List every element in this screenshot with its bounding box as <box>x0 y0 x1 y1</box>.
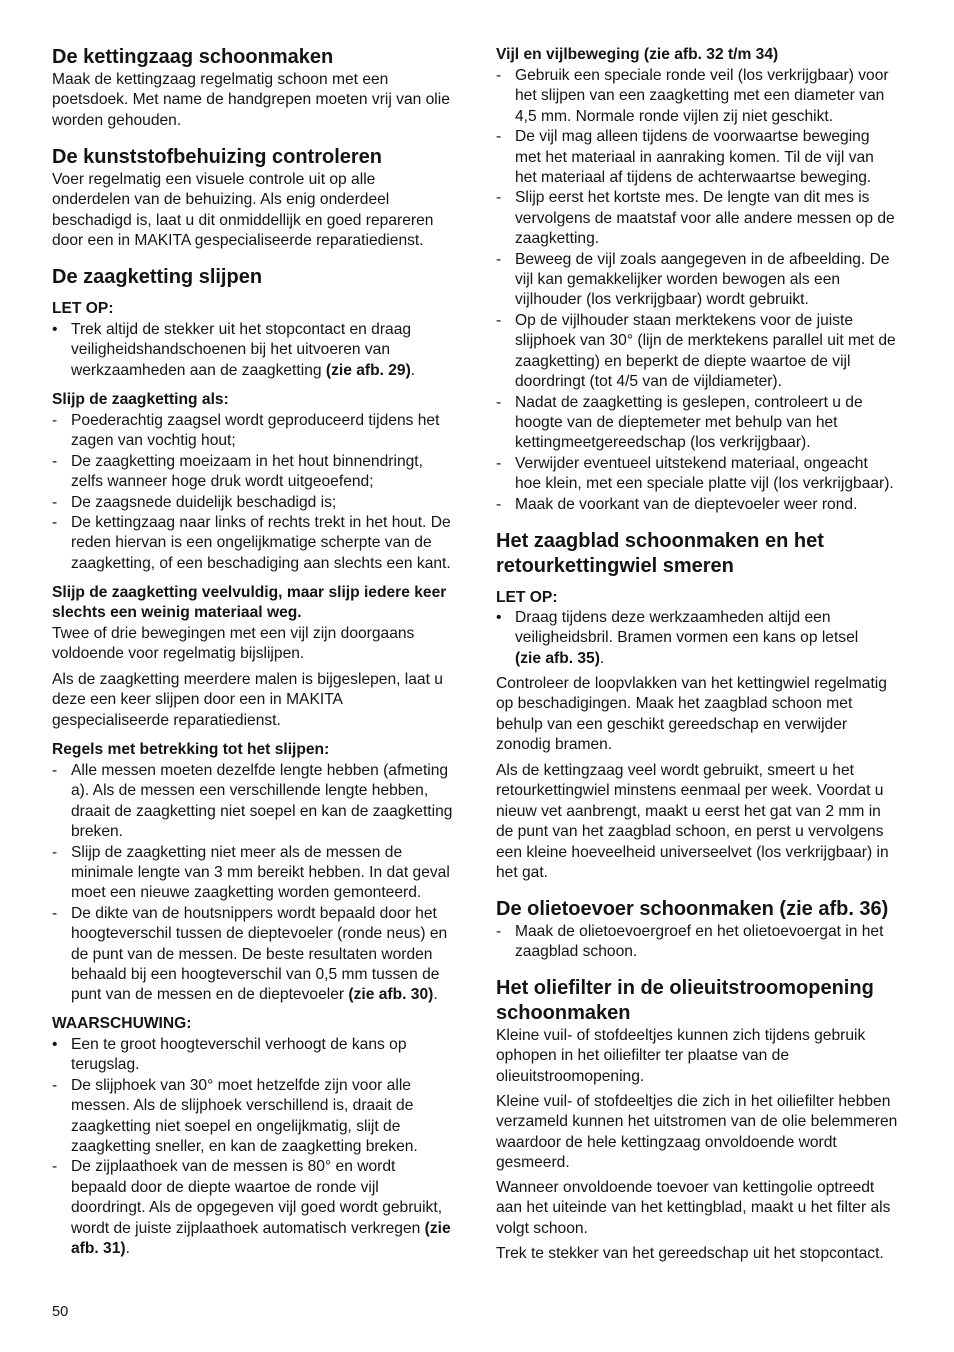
paragraph-sprocket-greasing: Als de kettingzaag veel wordt gebruikt, smeert u het retourkettingwiel minstens eenmaal per week. Voordat u nieuw vet aanbrengt, maakt u eerst het gat van 2 mm in de punt van het zaagblad schoon, en perst u vervolgens een kleine hoeveelheid universeelvet (los verkrijgbaar) in het gat. <box>496 762 889 882</box>
list-item-text: Maak de voorkant van de dieptevoeler weer rond. <box>515 495 858 513</box>
list-item <box>52 1035 482 1076</box>
list-item-text <box>71 904 447 1006</box>
heading-chain-saw-cleaning: De kettingzaag schoonmaken <box>52 45 334 68</box>
sharpen-often-bold: Slijp de zaagketting veelvuldig, maar slijp iedere keer slechts een weinig materiaal weg. <box>52 584 447 622</box>
caution-list <box>52 320 482 381</box>
list-item-text <box>71 1157 451 1259</box>
list-item <box>496 495 936 515</box>
list-item <box>52 843 482 904</box>
paragraph-oil-filter-2: Kleine vuil- of stofdeeltjes die zich in het oiliefilter hebben verzameld kunnen het uitstromen van de olie belemmeren waardoor de hele kettingzaag onvoldoende wordt gesmeerd. <box>496 1093 898 1172</box>
dash-marker: - <box>496 250 502 268</box>
list-item <box>52 320 482 381</box>
list-item-text: Slijp eerst het kortste mes. De lengte van dit mes is vervolgens de maatstaf voor alle andere messen op de zaagketting. <box>515 189 895 248</box>
list-item-text <box>515 608 858 669</box>
list-item <box>52 452 482 493</box>
figure-reference: (zie afb. 35) <box>515 649 600 667</box>
rules-list <box>52 761 482 1006</box>
list-item-text: Slijp de zaagketting niet meer als de messen de minimale lengte van 3 mm bereikt hebben. In dat geval moet een nieuwe zaagketting worden gemonteerd. <box>71 843 450 902</box>
list-item-text: De kettingzaag naar links of rechts trekt in het hout. De reden hiervan is een ongelijkmatige scherpte van de zaagketting, of een beschadiging aan slechts een kant. <box>71 514 451 572</box>
text-run: De zijplaathoek van de messen is 80° en wordt bepaald door de diepte waartoe de ronde vijl doordringt. Als de opgegeven vijl goed wordt gebruikt, wordt de juiste zijplaathoek automatisch verkregen <box>71 1158 443 1237</box>
list-item <box>496 311 936 393</box>
bullet-marker: • <box>52 1036 58 1053</box>
dash-marker: - <box>52 493 58 511</box>
text-run: Draag tijdens deze werkzaamheden altijd een veiligheidsbril. Bramen vormen een kans op letsel <box>515 609 859 647</box>
heading-bar-cleaning: Het zaagblad schoonmaken en het retourkettingwiel smeren <box>496 529 824 577</box>
dash-marker: - <box>52 412 58 429</box>
oil-feed-list <box>496 922 936 963</box>
text-run: . <box>410 361 416 379</box>
heading-chain-sharpening: De zaagketting slijpen <box>52 265 263 288</box>
dash-marker: - <box>496 454 502 472</box>
list-item-text: Maak de olietoevoergroef en het olietoevoergat in het zaagblad schoon. <box>515 923 884 961</box>
dash-marker: - <box>52 1158 58 1176</box>
list-item <box>496 454 936 495</box>
list-item-text <box>71 320 415 381</box>
dash-marker: - <box>496 67 502 84</box>
figure-reference: (zie afb. 31) <box>71 1219 451 1258</box>
list-item-text: Beweeg de vijl zoals aangegeven in de afbeelding. De vijl kan gemakkelijker worden bewogen als een vijlhouder (los verkrijgbaar) wordt gebruikt. <box>515 250 890 309</box>
heading-housing-check: De kunststofbehuizing controleren <box>52 145 383 168</box>
caution-label: LET OP: <box>52 300 114 317</box>
dash-marker: - <box>496 128 502 146</box>
text-run: . <box>433 986 438 1004</box>
list-item-text: Op de vijlhouder staan merktekens voor de juiste slijphoek van 30° (lijn de merktekens parallel uit met de zaagketting) en beperkt de diepte waartoe de vijl doordringt (tot 4/5 van de vijldiameter). <box>515 311 896 391</box>
list-item-text: Een te groot hoogteverschil verhoogt de kans op terugslag. <box>71 1036 407 1074</box>
list-item <box>496 66 936 127</box>
file-movement-list <box>496 66 936 515</box>
dash-marker: - <box>52 1076 58 1094</box>
list-item <box>52 493 482 513</box>
figure-reference: (zie afb. 29) <box>325 361 411 379</box>
dash-marker: - <box>52 843 58 861</box>
list-item-text: De zaagketting moeizaam in het hout binnendringt, zelfs wanneer hoge druk wordt uitgeoefend; <box>71 452 423 491</box>
bullet-marker: • <box>52 321 58 338</box>
list-item <box>52 1157 482 1259</box>
list-item-text: Gebruik een speciale ronde veil (los verkrijgbaar) voor het slijpen van een zaagketting met een diameter van 4,5 mm. Normale ronde vijlen zij niet geschikt. <box>515 67 889 125</box>
dash-marker: - <box>52 514 58 532</box>
file-movement-label: Vijl en vijlbeweging (zie afb. 32 t/m 34) <box>496 46 779 63</box>
paragraph-oil-filter-1: Kleine vuil- of stofdeeltjes kunnen zich tijdens gebruik ophopen in het oiliefilter ter plaatse van de olieuitstroomopening. <box>496 1027 866 1085</box>
dash-marker: - <box>496 923 502 940</box>
list-item-text: Poederachtig zaagsel wordt geproduceerd tijdens het zagen van vochtig hout; <box>71 412 440 450</box>
service-paragraph: Als de zaagketting meerdere malen is bijgeslepen, laat u deze een keer slijpen door een in MAKITA gespecialiseerde reparatiedienst. <box>52 671 443 729</box>
warning-label: WAARSCHUWING: <box>52 1015 192 1032</box>
paragraph-sprocket-check: Controleer de loopvlakken van het kettingwiel regelmatig op beschadigingen. Maak het zaagblad schoon met behulp van een geschikt gereedschap en verwijder zonodig bramen. <box>496 675 887 754</box>
heading-oil-feed-cleaning: De olietoevoer schoonmaken (zie afb. 36) <box>496 897 889 920</box>
caution-label: LET OP: <box>496 589 558 606</box>
sharpen-often-paragraph: Twee of drie bewegingen met een vijl zijn doorgaans voldoende voor regelmatig bijslijpen. <box>52 625 415 663</box>
list-item <box>496 608 936 669</box>
list-item <box>496 188 936 249</box>
figure-reference: (zie afb. 30) <box>348 986 434 1004</box>
dash-marker: - <box>496 393 502 411</box>
dash-marker: - <box>52 452 58 470</box>
caution-list <box>496 608 936 669</box>
heading-oil-filter-cleaning: Het oliefilter in de olieuitstroomopening schoonmaken <box>496 976 874 1024</box>
list-item <box>496 393 936 454</box>
paragraph-chain-saw-cleaning: Maak de kettingzaag regelmatig schoon met een poetsdoek. Met name de handgrepen moeten vrij van olie worden gehouden. <box>52 71 450 129</box>
list-item <box>496 127 936 188</box>
text-run: . <box>125 1240 130 1258</box>
list-item <box>496 250 936 311</box>
text-run: De dikte van de houtsnippers wordt bepaald door het hoogteverschil tussen de dieptevoeler (ronde neus) en de punt van de messen. De beste resultaten worden behaald bij een hoogteverschil van 0,5 mm tussen de punt van de messen en de dieptevoeler <box>71 904 448 1004</box>
list-item-text: Verwijder eventueel uitstekend materiaal, ongeacht hoe klein, met een speciale platte vijl (los verkrijgbaar). <box>515 454 894 493</box>
dash-marker: - <box>496 189 502 207</box>
dash-marker: - <box>496 495 502 513</box>
list-item <box>52 761 482 843</box>
list-item-text: De slijphoek van 30° moet hetzelfde zijn voor alle messen. Als de slijphoek verschillend is, draait de zaagketting niet soepel en ongelijkmatig, slijt de zaagketting sneller, en kan de zaagketting breken. <box>71 1076 418 1156</box>
list-item-text: De vijl mag alleen tijdens de voorwaartse beweging met het materiaal in aanraking komen. Til de vijl van het materiaal af tijdens de achterwaartse beweging. <box>515 128 874 187</box>
rules-label: Regels met betrekking tot het slijpen: <box>52 741 330 758</box>
paragraph-oil-filter-4: Trek te stekker van het gereedschap uit het stopcontact. <box>496 1245 884 1262</box>
list-item <box>52 411 482 452</box>
list-item-text: Alle messen moeten dezelfde lengte hebben (afmeting a). Als de messen een verschillende lengte hebben, draait de zaagketting niet soepel en kan de zaagketting breken. <box>71 762 453 841</box>
dash-marker: - <box>52 904 58 922</box>
page-number: 50 <box>52 1304 69 1320</box>
list-item-text: Nadat de zaagketting is geslepen, controleert u de hoogte van de dieptemeter met behulp van het kettingmeetgereedschap (los verkrijgbaar). <box>515 393 863 452</box>
sharpen-when-list <box>52 411 482 574</box>
list-item <box>52 1076 482 1158</box>
sharpen-when-label: Slijp de zaagketting als: <box>52 391 229 408</box>
paragraph-oil-filter-3: Wanneer onvoldoende toevoer van kettingolie optreedt aan het uiteinde van het kettingblad, maakt u het filter als volgt schoon. <box>496 1179 891 1237</box>
text-run: Trek altijd de stekker uit het stopcontact en draag veiligheidshandschoenen bij het uitvoeren van werkzaamheden aan de zaagketting <box>71 321 412 379</box>
text-run: . <box>599 649 605 667</box>
list-item <box>496 922 936 963</box>
bullet-marker: • <box>496 609 502 626</box>
paragraph-housing-check: Voer regelmatig een visuele controle uit op alle onderdelen van de behuizing. Als enig onderdeel beschadigd is, laat u dit onmiddellijk en goed repareren door een in MAKITA gespecialiseerde reparatiedienst. <box>52 171 434 250</box>
dash-marker: - <box>496 311 502 329</box>
list-item-text: De zaagsnede duidelijk beschadigd is; <box>71 493 337 511</box>
warning-list <box>52 1035 482 1259</box>
list-item <box>52 513 482 574</box>
dash-marker: - <box>52 762 58 779</box>
list-item <box>52 904 482 1006</box>
